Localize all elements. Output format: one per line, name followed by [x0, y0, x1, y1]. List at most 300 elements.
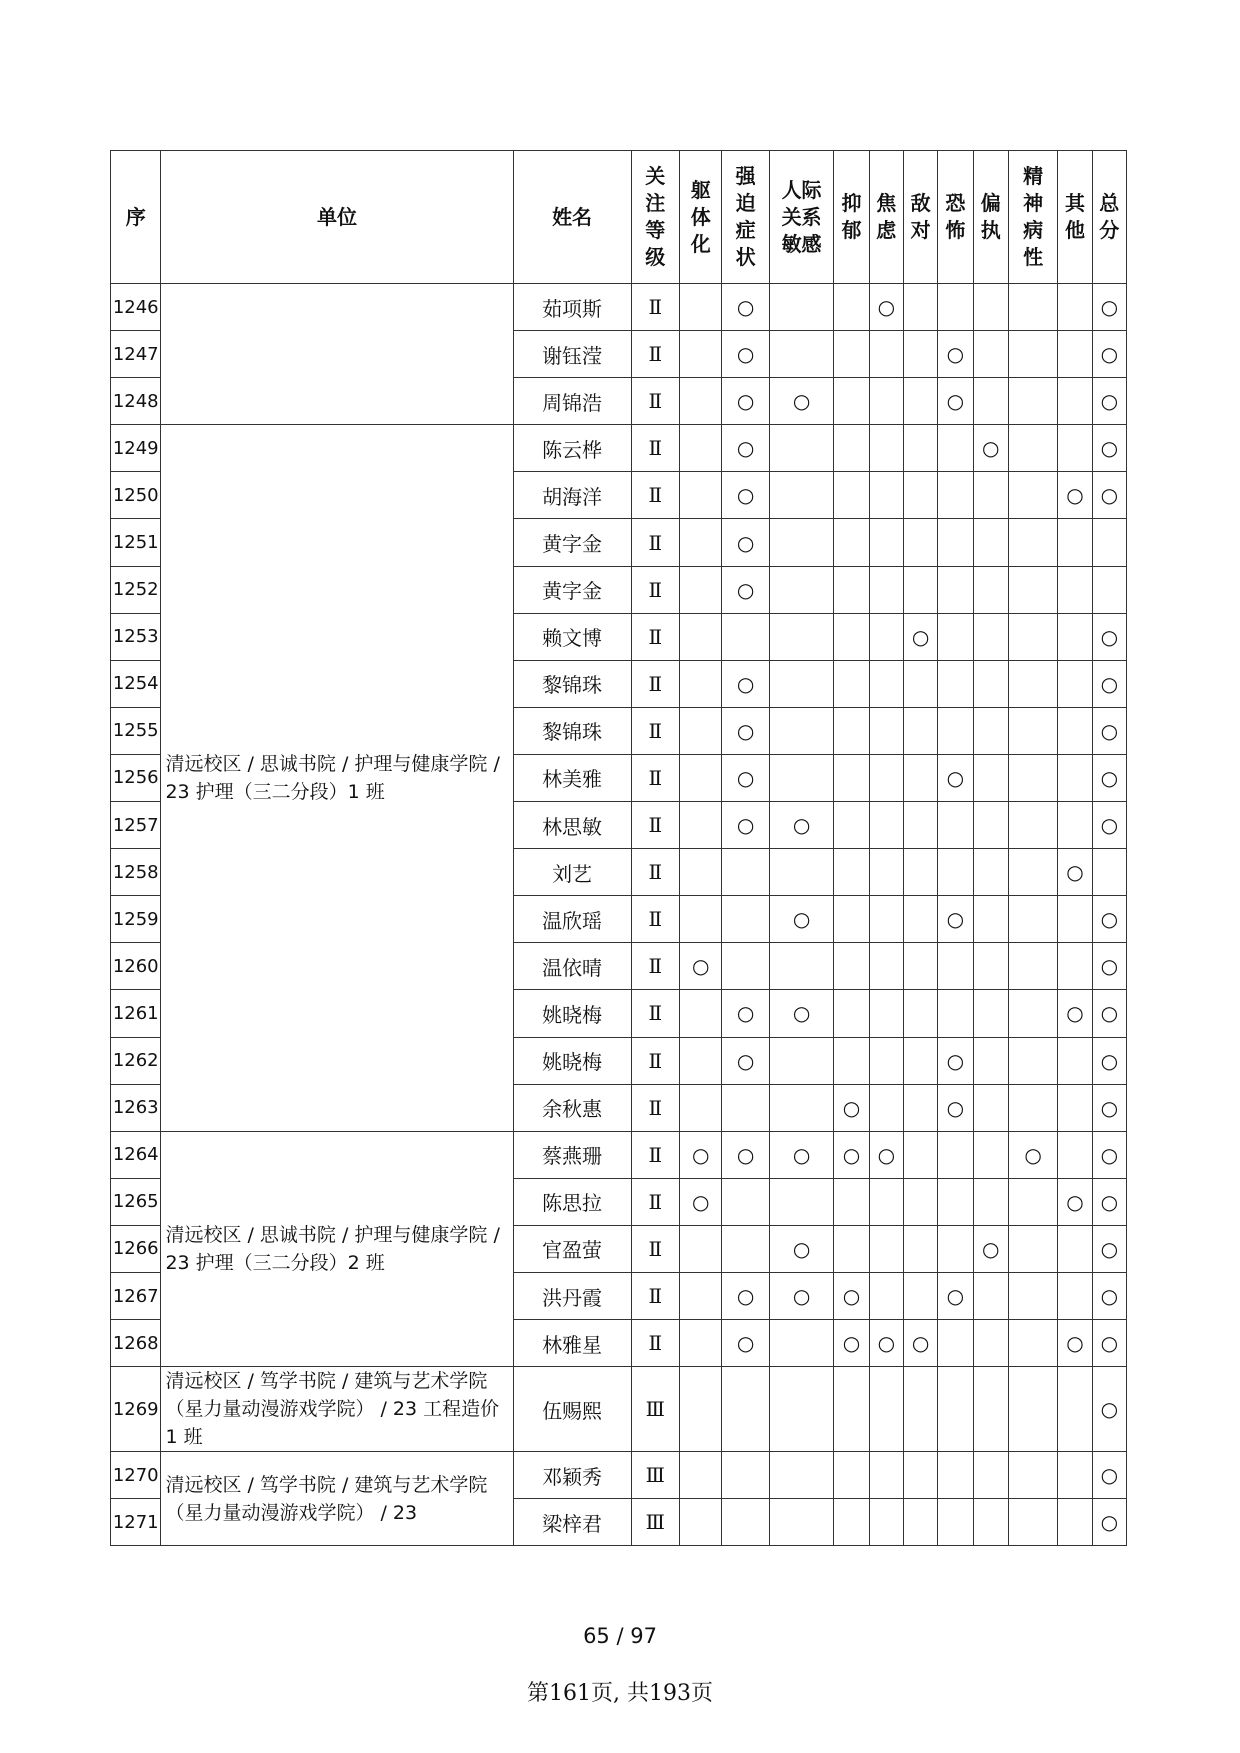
empty-cell [973, 1452, 1008, 1499]
flag-mark: ○ [1092, 1037, 1126, 1084]
empty-cell [834, 472, 869, 519]
attention-level: Ⅱ [631, 660, 679, 707]
flag-mark: ○ [1092, 943, 1126, 990]
flag-mark: ○ [869, 1320, 903, 1367]
empty-cell [973, 378, 1008, 425]
empty-cell [1008, 896, 1057, 943]
empty-cell [1058, 1084, 1092, 1131]
flag-mark: ○ [769, 802, 834, 849]
empty-cell [1008, 943, 1057, 990]
student-name: 姚晓梅 [513, 990, 631, 1037]
empty-cell [903, 1272, 937, 1319]
attention-level: Ⅱ [631, 1037, 679, 1084]
row-index: 1257 [111, 802, 161, 849]
flag-mark: ○ [938, 896, 973, 943]
flag-mark: ○ [680, 1131, 722, 1178]
flag-mark: ○ [722, 990, 769, 1037]
header-row [111, 151, 1127, 284]
empty-cell [869, 613, 903, 660]
empty-cell [938, 1225, 973, 1272]
student-name: 官盈萤 [513, 1225, 631, 1272]
attention-level: Ⅱ [631, 425, 679, 472]
flag-mark: ○ [1092, 1272, 1126, 1319]
empty-cell [769, 1178, 834, 1225]
empty-cell [680, 660, 722, 707]
empty-cell [680, 1037, 722, 1084]
empty-cell [834, 519, 869, 566]
empty-cell [680, 802, 722, 849]
empty-cell [680, 849, 722, 896]
student-name: 黄字金 [513, 519, 631, 566]
empty-cell [869, 849, 903, 896]
empty-cell [680, 1084, 722, 1131]
empty-cell [938, 1320, 973, 1367]
attention-level: Ⅱ [631, 943, 679, 990]
empty-cell [938, 849, 973, 896]
flag-mark: ○ [722, 660, 769, 707]
empty-cell [869, 1272, 903, 1319]
empty-cell [869, 472, 903, 519]
empty-cell [973, 1131, 1008, 1178]
empty-cell [769, 1037, 834, 1084]
empty-cell [680, 566, 722, 613]
attention-level: Ⅱ [631, 519, 679, 566]
empty-cell [869, 1499, 903, 1546]
attention-level: Ⅱ [631, 896, 679, 943]
flag-mark: ○ [1092, 1178, 1126, 1225]
empty-cell [903, 1084, 937, 1131]
flag-mark: ○ [769, 990, 834, 1037]
flag-mark: ○ [938, 1272, 973, 1319]
empty-cell [1058, 1499, 1092, 1546]
empty-cell [938, 660, 973, 707]
empty-cell [973, 519, 1008, 566]
empty-cell [834, 754, 869, 801]
empty-cell [1008, 284, 1057, 331]
empty-cell [973, 566, 1008, 613]
flag-mark: ○ [722, 425, 769, 472]
col-header-obsessive: 强迫症状 [722, 151, 769, 284]
flag-mark: ○ [1058, 849, 1092, 896]
empty-cell [680, 1452, 722, 1499]
col-header-index: 序 [111, 151, 161, 284]
flag-mark: ○ [1092, 1320, 1126, 1367]
flag-mark: ○ [769, 1225, 834, 1272]
empty-cell [1008, 1367, 1057, 1452]
empty-cell [769, 1452, 834, 1499]
empty-cell [680, 990, 722, 1037]
flag-mark: ○ [1058, 1320, 1092, 1367]
student-name: 周锦浩 [513, 378, 631, 425]
empty-cell [769, 613, 834, 660]
empty-cell [1008, 566, 1057, 613]
flag-mark: ○ [680, 1178, 722, 1225]
empty-cell [973, 1499, 1008, 1546]
empty-cell [1008, 1178, 1057, 1225]
empty-cell [869, 519, 903, 566]
row-index: 1256 [111, 754, 161, 801]
empty-cell [722, 1499, 769, 1546]
empty-cell [903, 519, 937, 566]
empty-cell [1058, 802, 1092, 849]
flag-mark: ○ [869, 284, 903, 331]
unit-cell [161, 284, 513, 425]
empty-cell [973, 802, 1008, 849]
flag-mark: ○ [722, 519, 769, 566]
student-name: 梁梓君 [513, 1499, 631, 1546]
flag-mark: ○ [769, 1272, 834, 1319]
empty-cell [938, 1452, 973, 1499]
empty-cell [834, 1178, 869, 1225]
empty-cell [938, 613, 973, 660]
flag-mark: ○ [903, 1320, 937, 1367]
row-index: 1263 [111, 1084, 161, 1131]
empty-cell [973, 472, 1008, 519]
row-index: 1249 [111, 425, 161, 472]
flag-mark: ○ [1092, 802, 1126, 849]
flag-mark: ○ [1092, 472, 1126, 519]
attention-level: Ⅲ [631, 1499, 679, 1546]
table-row [111, 1367, 1127, 1452]
page-number: 65 / 97 [583, 1624, 657, 1648]
student-name: 林美雅 [513, 754, 631, 801]
empty-cell [834, 943, 869, 990]
empty-cell [938, 707, 973, 754]
flag-mark: ○ [1058, 990, 1092, 1037]
empty-cell [938, 284, 973, 331]
empty-cell [769, 1084, 834, 1131]
empty-cell [938, 566, 973, 613]
row-index: 1252 [111, 566, 161, 613]
col-header-name: 姓名 [513, 151, 631, 284]
empty-cell [834, 1452, 869, 1499]
col-header-psychoticism: 精神病性 [1008, 151, 1057, 284]
empty-cell [1058, 1452, 1092, 1499]
empty-cell [869, 1225, 903, 1272]
empty-cell [903, 378, 937, 425]
attention-level: Ⅱ [631, 1320, 679, 1367]
unit-cell: 清远校区 / 思诚书院 / 护理与健康学院 / 23 护理（三二分段）2 班 [161, 1131, 513, 1366]
empty-cell [1008, 1225, 1057, 1272]
flag-mark: ○ [1092, 613, 1126, 660]
empty-cell [903, 943, 937, 990]
attention-level: Ⅱ [631, 1131, 679, 1178]
empty-cell [834, 378, 869, 425]
row-index: 1253 [111, 613, 161, 660]
row-index: 1266 [111, 1225, 161, 1272]
empty-cell [973, 1084, 1008, 1131]
page-footer: 第161页, 共193页 [527, 1681, 713, 1706]
empty-cell [903, 802, 937, 849]
table-row [111, 425, 1127, 472]
flag-mark: ○ [1092, 331, 1126, 378]
empty-cell [834, 1367, 869, 1452]
empty-cell [722, 896, 769, 943]
empty-cell [1008, 331, 1057, 378]
empty-cell [1058, 331, 1092, 378]
empty-cell [1008, 472, 1057, 519]
empty-cell [769, 849, 834, 896]
empty-cell [1058, 1272, 1092, 1319]
col-header-paranoia: 偏执 [973, 151, 1008, 284]
empty-cell [869, 754, 903, 801]
student-name: 陈云桦 [513, 425, 631, 472]
empty-cell [938, 519, 973, 566]
attention-level: Ⅱ [631, 1084, 679, 1131]
empty-cell [903, 1225, 937, 1272]
empty-cell [903, 660, 937, 707]
flag-mark: ○ [1092, 1367, 1126, 1452]
empty-cell [680, 1499, 722, 1546]
empty-cell [938, 1367, 973, 1452]
empty-cell [1092, 519, 1126, 566]
empty-cell [903, 1131, 937, 1178]
empty-cell [903, 896, 937, 943]
flag-mark: ○ [1092, 990, 1126, 1037]
empty-cell [769, 1320, 834, 1367]
flag-mark: ○ [769, 1131, 834, 1178]
empty-cell [903, 472, 937, 519]
empty-cell [903, 331, 937, 378]
empty-cell [722, 1225, 769, 1272]
empty-cell [834, 1225, 869, 1272]
flag-mark: ○ [722, 1037, 769, 1084]
empty-cell [973, 754, 1008, 801]
empty-cell [1008, 754, 1057, 801]
empty-cell [1008, 425, 1057, 472]
empty-cell [1008, 1499, 1057, 1546]
empty-cell [973, 660, 1008, 707]
empty-cell [973, 1272, 1008, 1319]
student-name: 温依晴 [513, 943, 631, 990]
empty-cell [1058, 284, 1092, 331]
student-name: 林思敏 [513, 802, 631, 849]
empty-cell [903, 707, 937, 754]
attention-level: Ⅱ [631, 754, 679, 801]
student-name: 余秋惠 [513, 1084, 631, 1131]
flag-mark: ○ [869, 1131, 903, 1178]
empty-cell [769, 1367, 834, 1452]
empty-cell [1008, 990, 1057, 1037]
screening-table [110, 150, 1127, 1546]
empty-cell [680, 1225, 722, 1272]
empty-cell [869, 943, 903, 990]
empty-cell [769, 754, 834, 801]
empty-cell [1092, 849, 1126, 896]
attention-level: Ⅲ [631, 1367, 679, 1452]
row-index: 1269 [111, 1367, 161, 1452]
empty-cell [869, 425, 903, 472]
empty-cell [1058, 1367, 1092, 1452]
empty-cell [722, 849, 769, 896]
empty-cell [869, 896, 903, 943]
student-name: 林雅星 [513, 1320, 631, 1367]
empty-cell [769, 331, 834, 378]
empty-cell [834, 425, 869, 472]
student-name: 洪丹霞 [513, 1272, 631, 1319]
empty-cell [769, 660, 834, 707]
empty-cell [903, 754, 937, 801]
empty-cell [722, 1452, 769, 1499]
flag-mark: ○ [1058, 472, 1092, 519]
empty-cell [834, 284, 869, 331]
flag-mark: ○ [834, 1272, 869, 1319]
student-name: 温欣瑶 [513, 896, 631, 943]
empty-cell [769, 472, 834, 519]
empty-cell [973, 1037, 1008, 1084]
empty-cell [869, 1084, 903, 1131]
empty-cell [1058, 943, 1092, 990]
row-index: 1265 [111, 1178, 161, 1225]
flag-mark: ○ [1092, 660, 1126, 707]
flag-mark: ○ [938, 754, 973, 801]
empty-cell [1058, 378, 1092, 425]
empty-cell [869, 1452, 903, 1499]
flag-mark: ○ [722, 802, 769, 849]
empty-cell [869, 990, 903, 1037]
empty-cell [722, 1084, 769, 1131]
empty-cell [1058, 566, 1092, 613]
attention-level: Ⅱ [631, 378, 679, 425]
flag-mark: ○ [1092, 754, 1126, 801]
empty-cell [834, 1037, 869, 1084]
flag-mark: ○ [1092, 896, 1126, 943]
unit-cell: 清远校区 / 笃学书院 / 建筑与艺术学院（星力量动漫游戏学院） / 23 工程造价 1 班 [161, 1367, 513, 1452]
table-body [111, 284, 1127, 1546]
col-header-depression: 抑郁 [834, 151, 869, 284]
empty-cell [834, 802, 869, 849]
flag-mark: ○ [938, 1037, 973, 1084]
empty-cell [722, 943, 769, 990]
empty-cell [834, 990, 869, 1037]
flag-mark: ○ [722, 331, 769, 378]
empty-cell [938, 1131, 973, 1178]
attention-level: Ⅱ [631, 1272, 679, 1319]
student-name: 黎锦珠 [513, 707, 631, 754]
row-index: 1267 [111, 1272, 161, 1319]
attention-level: Ⅱ [631, 284, 679, 331]
empty-cell [973, 1320, 1008, 1367]
empty-cell [869, 660, 903, 707]
flag-mark: ○ [1008, 1131, 1057, 1178]
empty-cell [834, 849, 869, 896]
empty-cell [1008, 519, 1057, 566]
col-header-interpersonal: 人际关系敏感 [769, 151, 834, 284]
empty-cell [1092, 566, 1126, 613]
empty-cell [869, 1178, 903, 1225]
empty-cell [1008, 849, 1057, 896]
empty-cell [869, 378, 903, 425]
attention-level: Ⅲ [631, 1452, 679, 1499]
empty-cell [1008, 1272, 1057, 1319]
empty-cell [903, 1037, 937, 1084]
col-header-hostility: 敌对 [903, 151, 937, 284]
empty-cell [903, 1367, 937, 1452]
empty-cell [769, 284, 834, 331]
student-name: 陈思拉 [513, 1178, 631, 1225]
attention-level: Ⅱ [631, 802, 679, 849]
empty-cell [680, 284, 722, 331]
empty-cell [973, 943, 1008, 990]
table-row [111, 1452, 1127, 1499]
empty-cell [973, 331, 1008, 378]
flag-mark: ○ [722, 566, 769, 613]
flag-mark: ○ [722, 284, 769, 331]
student-name: 黄字金 [513, 566, 631, 613]
student-name: 蔡燕珊 [513, 1131, 631, 1178]
empty-cell [1058, 425, 1092, 472]
table-row [111, 284, 1127, 331]
empty-cell [869, 802, 903, 849]
empty-cell [834, 331, 869, 378]
attention-level: Ⅱ [631, 990, 679, 1037]
empty-cell [1058, 1037, 1092, 1084]
row-index: 1255 [111, 707, 161, 754]
empty-cell [938, 472, 973, 519]
empty-cell [680, 1367, 722, 1452]
empty-cell [680, 1320, 722, 1367]
flag-mark: ○ [973, 1225, 1008, 1272]
row-index: 1261 [111, 990, 161, 1037]
empty-cell [869, 1037, 903, 1084]
flag-mark: ○ [1092, 284, 1126, 331]
flag-mark: ○ [1092, 707, 1126, 754]
col-header-level: 关注等级 [631, 151, 679, 284]
empty-cell [1058, 707, 1092, 754]
student-name: 刘艺 [513, 849, 631, 896]
flag-mark: ○ [1092, 1131, 1126, 1178]
empty-cell [769, 519, 834, 566]
empty-cell [973, 896, 1008, 943]
flag-mark: ○ [1092, 378, 1126, 425]
attention-level: Ⅱ [631, 1178, 679, 1225]
attention-level: Ⅱ [631, 707, 679, 754]
flag-mark: ○ [1092, 1452, 1126, 1499]
flag-mark: ○ [1092, 1499, 1126, 1546]
empty-cell [1008, 613, 1057, 660]
flag-mark: ○ [722, 1320, 769, 1367]
empty-cell [938, 1178, 973, 1225]
empty-cell [1058, 896, 1092, 943]
empty-cell [680, 472, 722, 519]
col-header-phobia: 恐怖 [938, 151, 973, 284]
empty-cell [1008, 1320, 1057, 1367]
empty-cell [903, 1452, 937, 1499]
flag-mark: ○ [722, 707, 769, 754]
col-header-somatization: 躯体化 [680, 151, 722, 284]
empty-cell [722, 1367, 769, 1452]
empty-cell [973, 1178, 1008, 1225]
empty-cell [680, 707, 722, 754]
empty-cell [680, 378, 722, 425]
empty-cell [1058, 1225, 1092, 1272]
flag-mark: ○ [938, 378, 973, 425]
empty-cell [680, 425, 722, 472]
empty-cell [973, 1367, 1008, 1452]
col-header-total: 总分 [1092, 151, 1126, 284]
empty-cell [903, 849, 937, 896]
empty-cell [834, 1499, 869, 1546]
empty-cell [903, 990, 937, 1037]
flag-mark: ○ [769, 378, 834, 425]
empty-cell [1008, 378, 1057, 425]
empty-cell [869, 566, 903, 613]
empty-cell [903, 566, 937, 613]
flag-mark: ○ [834, 1131, 869, 1178]
empty-cell [680, 896, 722, 943]
row-index: 1250 [111, 472, 161, 519]
empty-cell [769, 425, 834, 472]
